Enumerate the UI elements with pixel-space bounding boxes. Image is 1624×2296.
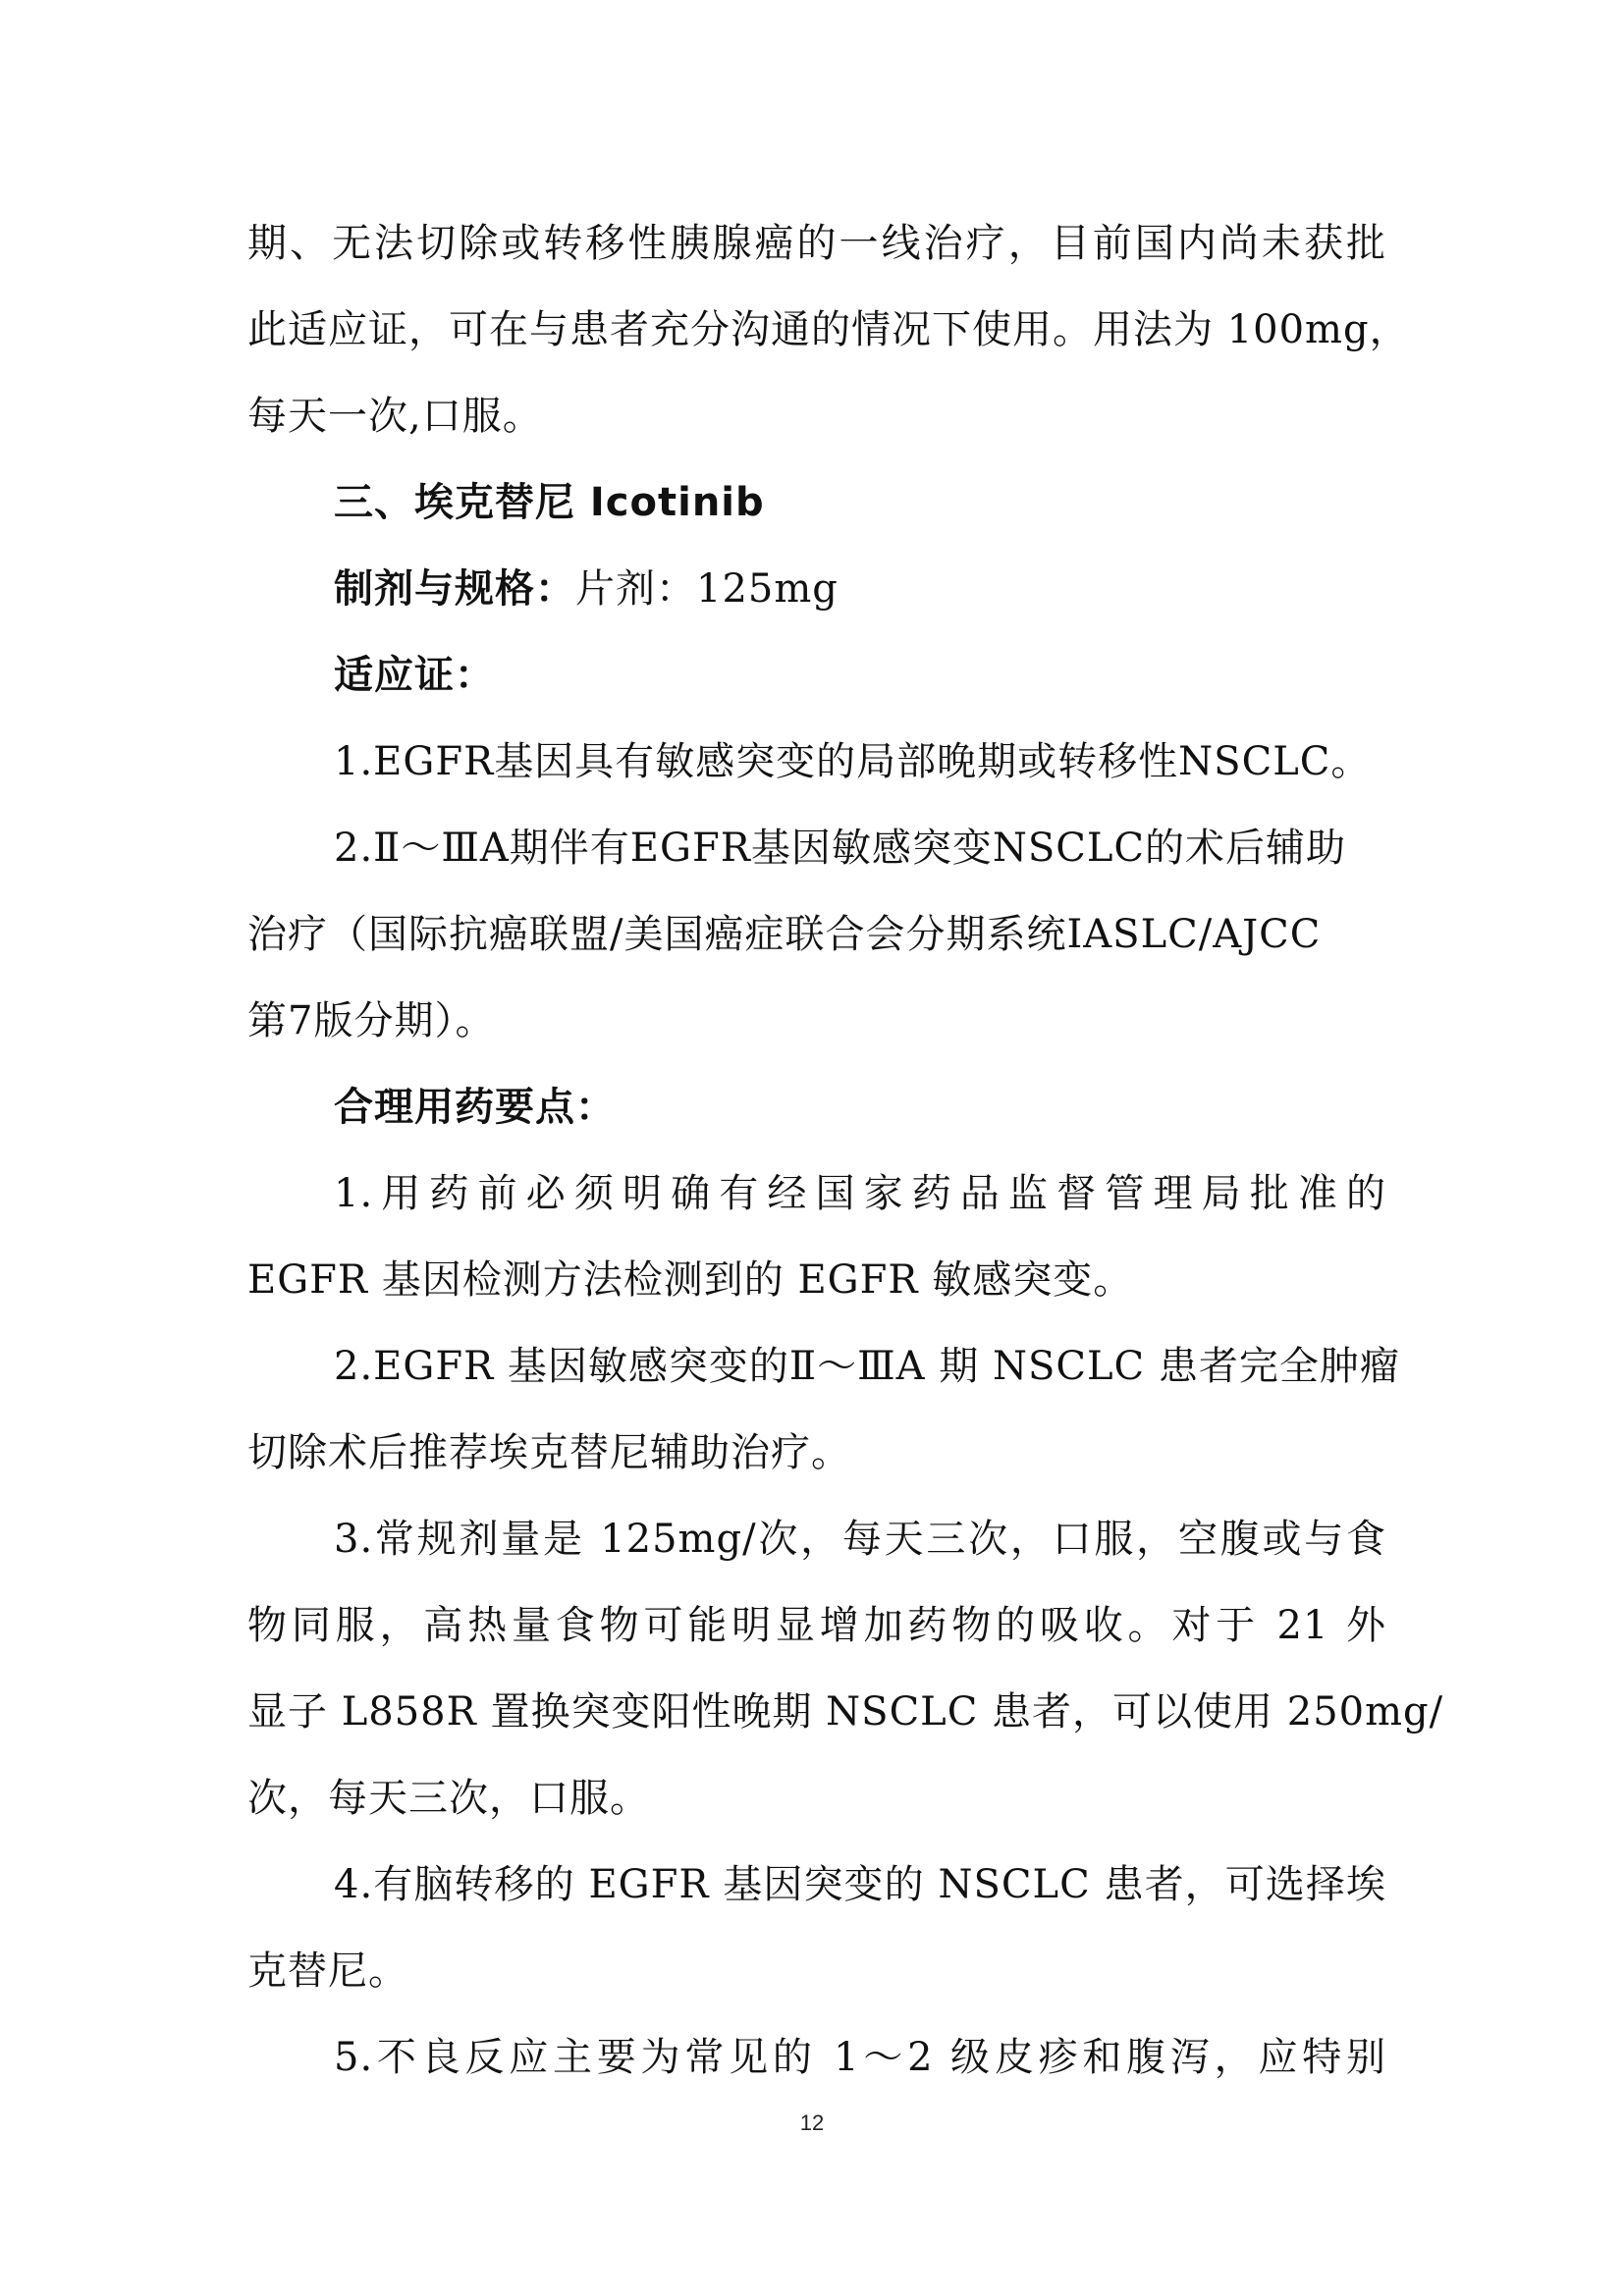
paragraph-line: 切除术后推荐埃克替尼辅助治疗。	[247, 1430, 851, 1475]
page-number: 12	[799, 2110, 825, 2135]
paragraph-line: 次，每天三次，口服。	[247, 1776, 650, 1821]
spec-label: 制剂与规格：	[334, 566, 575, 612]
paragraph-line: 治疗（国际抗癌联盟/美国癌症联合会分期系统IASLC/AJCC	[247, 912, 1322, 957]
indication-item: 1.EGFR基因具有敏感突变的局部晚期或转移性NSCLC。	[334, 739, 1372, 784]
section-heading: 三、埃克替尼 Icotinib	[334, 480, 765, 525]
paragraph-line: 第7版分期）。	[247, 998, 496, 1043]
paragraph-line: 物同服，高热量食物可能明显增加药物的吸收。对于 21 外	[247, 1603, 1386, 1648]
paragraph-line: 期、无法切除或转移性胰腺癌的一线治疗，目前国内尚未获批	[247, 221, 1386, 266]
indication-item: 2.Ⅱ～ⅢA期伴有EGFR基因敏感突变NSCLC的术后辅助	[334, 826, 1347, 871]
rational-item: 1.用药前必须明确有经国家药品监督管理局批准的	[334, 1171, 1386, 1216]
paragraph-line: 每天一次,口服。	[247, 394, 543, 439]
paragraph-line: 克替尼。	[247, 1949, 408, 1994]
paragraph-line: 此适应证，可在与患者充分沟通的情况下使用。用法为 100mg，	[247, 307, 1410, 352]
rational-use-label: 合理用药要点：	[334, 1085, 616, 1130]
rational-item: 5.不良反应主要为常见的 1～2 级皮疹和腹泻，应特别	[334, 2035, 1386, 2080]
rational-item: 3.常规剂量是 125mg/次，每天三次，口服，空腹或与食	[334, 1517, 1386, 1562]
rational-item: 2.EGFR 基因敏感突变的Ⅱ～ⅢA 期 NSCLC 患者完全肿瘤	[334, 1344, 1400, 1389]
spec-line	[334, 560, 1386, 618]
rational-item: 4.有脑转移的 EGFR 基因突变的 NSCLC 患者，可选择埃	[334, 1862, 1386, 1907]
indications-label: 适应证：	[334, 653, 495, 698]
paragraph-line: 显子 L858R 置换突变阳性晚期 NSCLC 患者，可以使用 250mg/	[247, 1689, 1444, 1735]
spec-value: 片剂：125mg	[575, 566, 839, 612]
paragraph-line: EGFR 基因检测方法检测到的 EGFR 敏感突变。	[247, 1257, 1134, 1303]
